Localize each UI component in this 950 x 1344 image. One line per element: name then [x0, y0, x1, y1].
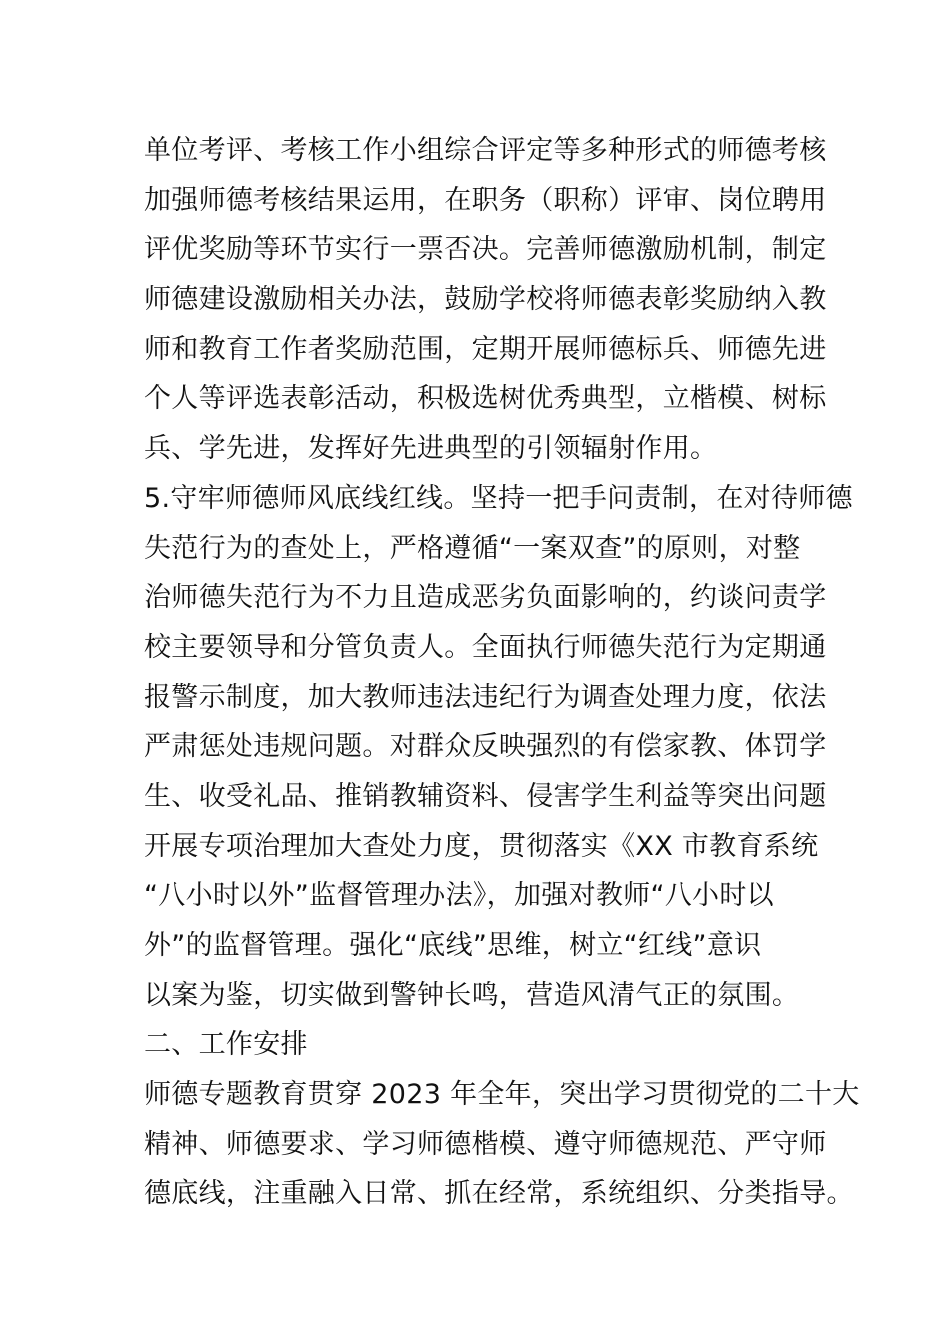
text-line: 开展专项治理加大查处力度，贯彻落实《XX 市教育系统: [144, 830, 819, 862]
text-line: 5.守牢师德师风底线红线。坚持一把手问责制，在对待师德: [144, 482, 853, 514]
text-line: 报警示制度，加大教师违法违纪行为调查处理力度，依法: [144, 681, 827, 713]
body-text: [144, 126, 860, 1219]
text-line: 加强师德考核结果运用，在职务（职称）评审、岗位聘用: [144, 184, 827, 216]
text-line: 师德建设激励相关办法，鼓励学校将师德表彰奖励纳入教: [144, 284, 827, 316]
text-line: 师德专题教育贯穿 2023 年全年，突出学习贯彻党的二十大: [144, 1079, 860, 1111]
text-line: 严肃惩处违规问题。对群众反映强烈的有偿家教、体罚学: [144, 731, 827, 763]
text-line: 师和教育工作者奖励范围，定期开展师德标兵、师德先进: [144, 333, 827, 365]
text-line: 外”的监督管理。强化“底线”思维，树立“红线”意识: [144, 930, 762, 961]
text-line: 校主要领导和分管负责人。全面执行师德失范行为定期通: [144, 631, 827, 663]
text-line: 治师德失范行为不力且造成恶劣负面影响的，约谈问责学: [144, 582, 827, 614]
text-line: 以案为鉴，切实做到警钟长鸣，营造风清气正的氛围。: [144, 979, 800, 1011]
text-line: 生、收受礼品、推销教辅资料、侵害学生利益等突出问题: [144, 780, 827, 812]
text-line: 评优奖励等环节实行一票否决。完善师德激励机制，制定: [144, 234, 827, 266]
section-heading: 二、工作安排: [144, 1029, 308, 1061]
text-line: 德底线，注重融入日常、抓在经常，系统组织、分类指导。: [144, 1178, 854, 1210]
text-line: 个人等评选表彰活动，积极选树优秀典型，立楷模、树标: [144, 383, 827, 415]
text-line: 失范行为的查处上，严格遵循“一案双查”的原则，对整: [144, 532, 801, 564]
text-line: 单位考评、考核工作小组综合评定等多种形式的师德考核: [144, 135, 827, 166]
text-line: 兵、学先进，发挥好先进典型的引领辐射作用。: [144, 433, 718, 465]
text-line: “八小时以外”监督管理办法》，加强对教师“八小时以: [144, 880, 774, 912]
text-line: 精神、师德要求、学习师德楷模、遵守师德规范、严守师: [144, 1128, 827, 1160]
